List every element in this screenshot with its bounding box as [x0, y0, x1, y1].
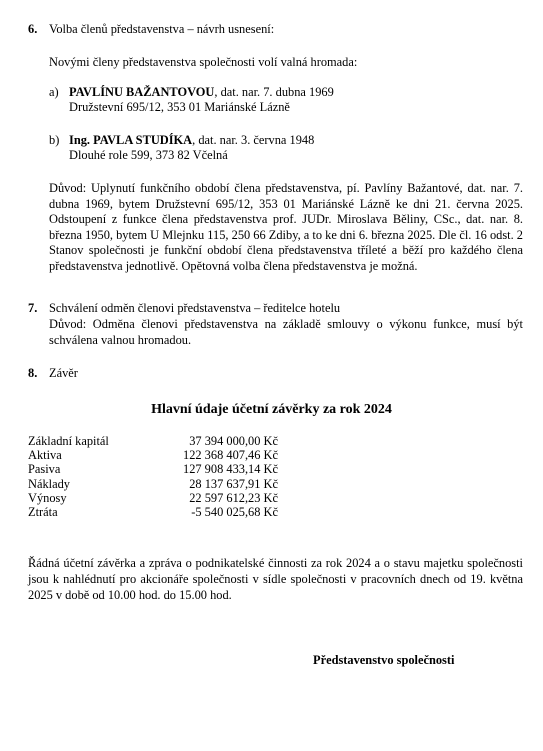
row-value: 37 394 000,00 Kč [189, 434, 278, 448]
item-b-line [69, 133, 314, 148]
item-a-line [69, 85, 334, 100]
row-label: Aktiva [28, 448, 62, 463]
row-value: 28 137 637,91 Kč [189, 476, 278, 491]
item-b-name: Ing. PAVLA STUDÍKA [69, 133, 193, 147]
financial-table [28, 434, 278, 519]
section-7-number: 7. [28, 301, 38, 315]
table-row [28, 462, 278, 476]
section-6-title: Volba členů představenstva – návrh usnesení: [49, 22, 275, 36]
table-row [28, 434, 278, 448]
table-row [28, 477, 278, 491]
section-7-title: Schválení odměn členovi představenstva – ředitelce hotelu [49, 301, 341, 315]
item-a-name: PAVLÍNU BAŽANTOVOU [69, 85, 215, 99]
row-value: 127 908 433,14 Kč [183, 462, 278, 477]
item-a-marker: a) [49, 85, 59, 99]
signature: Představenstvo společnosti [313, 653, 455, 667]
table-row [28, 448, 278, 462]
row-label: Základní kapitál [28, 434, 109, 448]
section-7-reason: Důvod: Odměna členovi představenstva na základě smlouvy o výkonu funkce, musí být schválena valnou hromadou. [49, 317, 523, 347]
item-b-address: Dlouhé role 599, 373 82 Včelná [69, 148, 228, 162]
item-a-birth: , dat. nar. 7. dubna 1969 [214, 85, 334, 99]
financial-heading: Hlavní údaje účetní závěrky za rok 2024 [151, 402, 392, 417]
item-a-address: Družstevní 695/12, 353 01 Mariánské Lázně [69, 100, 290, 114]
table-row [28, 491, 278, 505]
section-8-number: 8. [28, 366, 38, 380]
section-6-number: 6. [28, 22, 38, 36]
row-value: 22 597 612,23 Kč [189, 490, 278, 505]
row-label: Pasiva [28, 462, 61, 477]
item-b-marker: b) [49, 133, 60, 147]
table-row [28, 505, 278, 519]
row-label: Výnosy [28, 490, 67, 505]
section-8-title: Závěr [49, 366, 78, 380]
row-label: Náklady [28, 476, 70, 491]
row-value: 122 368 407,46 Kč [183, 448, 278, 463]
row-label: Ztráta [28, 505, 58, 520]
section-6-intro: Novými členy představenstva společnosti volí valná hromada: [49, 55, 358, 69]
item-b-birth: , dat. nar. 3. června 1948 [192, 133, 315, 147]
section-6-reason: Důvod: Uplynutí funkčního období člena představenstva, pí. Pavlíny Bažantové, dat. nar. 7. dubna 1969, bytem Družstevní 695/12, 353 01 Mariánské Lázně ke dni 21. června 2025. Odstoupení z funkce člena představenstva prof. JUDr. Miroslava Běliny, CSc., dat. nar. 8. března 1950, bytem U Mlejnku 115, 250 66 Zdiby, a to ke dni 6. března 2025. Dle čl. 16 odst. 2 Stanov společnosti je funkční období člena představenstva tříleté a běží pro každého člena představenstva jednotlivě. Opětovná volba člena představenstva je možná. [49, 181, 523, 273]
closing-paragraph: Řádná účetní závěrka a zpráva o podnikatelské činnosti za rok 2024 a o stavu majetku společnosti jsou k nahlédnutí pro akcionáře společnosti v sídle společnosti v pracovních dnech od 19. května 2025 v době od 10.00 hod. do 15.00 hod. [28, 556, 523, 602]
row-value: -5 540 025,68 Kč [191, 505, 278, 520]
